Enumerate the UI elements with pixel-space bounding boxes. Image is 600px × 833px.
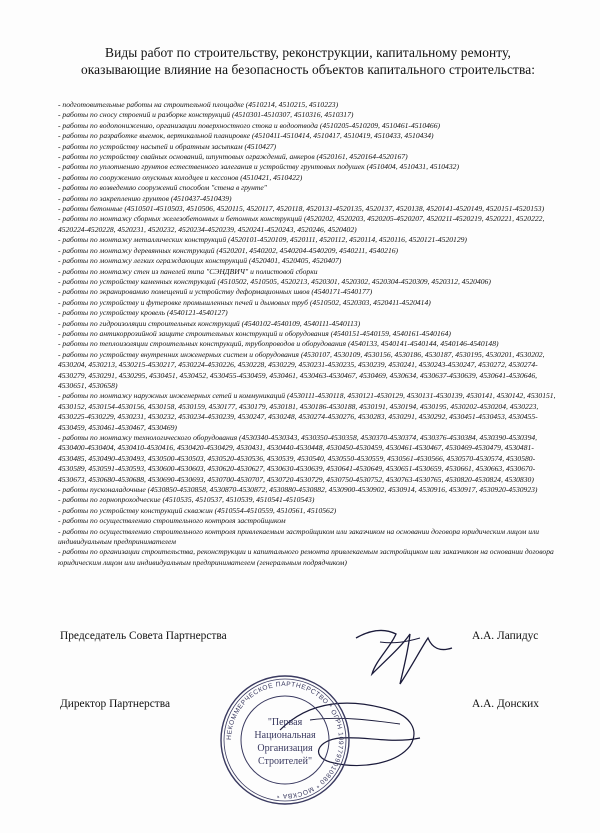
stamp-ring-text: НЕКОММЕРЧЕСКОЕ ПАРТНЕРСТВО * ОГРН 1097799010880 * МОСКВА *: [225, 680, 345, 800]
list-item: - работы по устройству насыпей и обратным засыпкам (4510427): [58, 141, 277, 151]
stamp-center-line-4: Строителей": [257, 756, 313, 767]
list-item: - работы по устройству конструкций скважин (4510554-4510559, 4510561, 4510562): [58, 505, 337, 515]
director-name: А.А. Донских: [472, 698, 539, 710]
list-item: - работы бетонные (4510501-4510503, 4510506, 4520115, 4520117, 4520118, 4520131-4520135, 4520137, 4520138, 4520141-4520149, 4520151-4520153): [58, 204, 545, 214]
list-item: - работы по сносу строений и разборке конструкций (4510301-4510307, 4510316, 4510317): [58, 110, 354, 120]
list-item: - работы пусконаладочные (4530850-4530858, 4530870-4530872, 4530880-4530882, 4530900-4530902, 4530914, 4530916, 4530917, 4530920-4530923): [58, 485, 538, 495]
list-item: - работы по монтажу наружных инженерных сетей и коммуникаций (4530111-4530118, 4530121-4530129, 4530131-4530139, 4530141, 4530142, 4530151, 4530152, 4530154-4530156, 4530158, 4530159, 4530177, 4530179, 4530181, 4530186-4530188, 4530191, 4530194, 4530195, 4530202-4530204, 4530223, 4530225-4530229, 4530231, 4530232, 4530234-4530239, 4530247, 4530248, 4530274-4530276, 4530283, 4530291, 4530292, 4530451-4530453, 4530455-4530459, 4530461-4530467, 4530469): [58, 391, 556, 432]
list-item: - работы по теплоизоляции строительных конструкций, трубопроводов и оборудования (4540133, 4540141-4540144, 4540146-4540148): [58, 339, 499, 349]
list-item: - работы по сооружению опускных колодцев и кессонов (4510421, 4510422): [58, 172, 303, 182]
list-item: - работы по монтажу сборных железобетонных и бетонных конструкций (4520202, 4520203, 4520205-4520207, 4520211-4520219, 4520221, 4520222, 4520224-4520228, 4520231, 4520232, 4520234-4520239, 4520241-4520243, 4520246, 4520402): [58, 214, 545, 234]
works-list: [58, 100, 558, 568]
list-item: - работы по монтажу легких ограждающих конструкций (4520401, 4520405, 4520407): [58, 256, 342, 266]
list-item: - работы по антикоррозийной защите строительных конструкций и оборудования (4540151-4540159, 4540161-4540164): [58, 328, 451, 338]
list-item: - подготовительные работы на строительной площадке (4510214, 4510215, 4510223): [58, 100, 339, 109]
list-item: - работы по устройству и футеровке промышленных печей и дымовых труб (4510502, 4520303, 4520411-4520414): [58, 297, 431, 307]
list-item: - работы по закреплению грунтов (4510437-4510439): [58, 193, 232, 203]
list-item: - работы по монтажу деревянных конструкций (4520201, 4540202, 4540204-4540209, 4540211, 4540216): [58, 245, 399, 255]
chair-title: Председатель Совета Партнерства: [60, 630, 227, 642]
list-item: - работы по уплотнению грунтов естественного залегания и устройству грунтовых подушек (4510404, 4510431, 4510432): [58, 162, 459, 172]
document-header: [58, 44, 558, 78]
list-item: - работы по горнопроходческие (4510535, 4510537, 4510539, 4510541-4510543): [58, 495, 315, 505]
list-item: - работы по устройству свайных оснований, шпунтовых ограждений, анкеров (4520161, 4520164-4520167): [58, 152, 408, 162]
list-item: - работы по осуществлению строительного контроля привлекаемым застройщиком или заказчиком на основании договора юридическим лицом или индивидуальным предпринимателем: [58, 526, 540, 547]
list-item: - работы по монтажу металлических конструкций (4520101-4520109, 4520111, 4520112, 4520114, 4520116, 4520121-4520129): [58, 235, 467, 245]
header-line-1: Виды работ по строительству, реконструкции, капитальному ремонту,: [105, 45, 511, 60]
list-item: - работы по гидроизоляции строительных конструкций (4540102-4540109, 4540111-4540113): [58, 318, 361, 328]
organization-stamp: [218, 673, 352, 807]
chair-signature-image: [350, 608, 460, 698]
list-item: - работы по осуществлению строительного контроля застройщиком: [58, 516, 286, 526]
list-item: - работы по водопонижению, организации поверхностного стока и водоотвода (4510205-4510209, 4510461-4510466): [58, 120, 441, 130]
stamp-center-line-3: Организация: [257, 743, 313, 754]
list-item: - работы по монтажу стен из панелей типа "СЭНДВИЧ" и полистовой сборки: [58, 266, 318, 276]
list-item: - работы по разработке выемок, вертикальной планировке (4510411-4510414, 4510417, 4510419, 4510433, 4510434): [58, 131, 434, 141]
chair-name: А.А. Лапидус: [472, 630, 539, 642]
list-item: - работы по возведению сооружений способом "стена в грунте": [58, 183, 267, 193]
stamp-center-line-2: Национальная: [254, 730, 316, 741]
stamp-center-line-1: "Первая: [267, 717, 303, 728]
list-item: - работы по организации строительства, реконструкции и капитального ремонта привлекаемым застройщиком или заказчиком на основании договора юридическим лицом или индивидуальным предпринимателем (генеральным подрядчиком): [58, 547, 554, 567]
list-item: - работы по устройству внутренних инженерных систем и оборудования (4530107, 4530109, 4530156, 4530186, 4530187, 4530195, 4530201, 4530202, 4530204, 4530213, 4530215-4530217, 4530224-4530226, 4530228, 4530229, 4530231-4530235, 4530239, 4530241, 4530243-4530247, 4530272, 4530274-4530279, 4530291, 4530295, 4530451, 4530452, 4530455-4530459, 4530461, 4530463-4530467, 4530469, 4530634, 4530637-4530639, 4530641-4530646, 4530651, 4530658): [58, 349, 545, 390]
header-line-2: оказывающие влияние на безопасность объектов капитального строительства:: [80, 62, 536, 77]
list-item: - работы по экранированию помещений и устройству деформационных швов (4540171-4540177): [58, 287, 373, 297]
director-title: Директор Партнерства: [60, 698, 171, 710]
list-item: - работы по устройству кровель (4540121-4540127): [58, 308, 228, 318]
list-item: - работы по монтажу технологического оборудования (4530340-4530343, 4530350-4530358, 4530370-4530374, 4530376-4530384, 4530390-4530394, 4530400-4530404, 4530410-4530416, 4530420-4530429, 4530431, 4530440-4530448, 4530450-4530459, 4530461-4530467, 4530469-4530479, 4530481-4530485, 4530490-4530493, 4530500-4530503, 4530520-4530536, 4530539, 4530540, 4530550-4530559, 4530561-4530566, 4530570-4530574, 4530580-4530589, 4530591-4530593, 4530600-4530603, 4530620-4530627, 4530630-4530639, 4530641-4530649, 4530651-4530659, 4530661, 4530663, 4530670-4530673, 4530680-4530688, 4530690-4530693, 4530700-4530707, 4530720-4530729, 4530750-4530752, 4530763-4530765, 4530820-4530824, 4530830): [58, 433, 538, 484]
list-item: - работы по устройству каменных конструкций (4510502, 4510505, 4520213, 4520301, 4520302, 4520304-4520309, 4520312, 4520406): [58, 276, 491, 286]
